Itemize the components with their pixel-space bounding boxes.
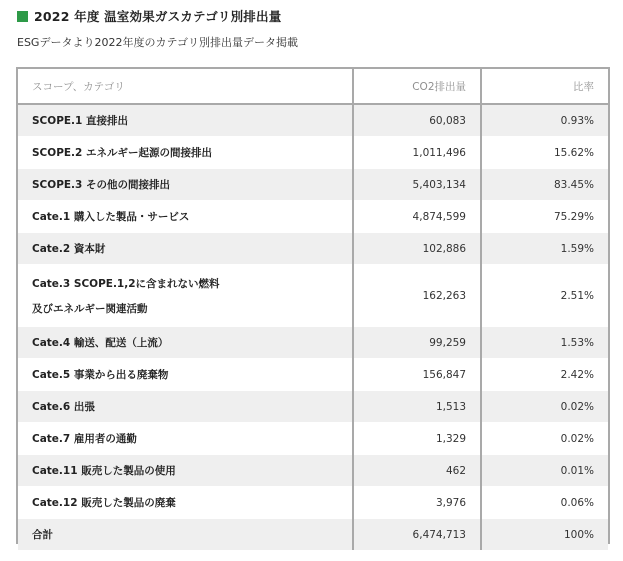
header-category: スコープ、カテゴリ [18, 69, 353, 104]
page-title: 2022 年度 温室効果ガスカテゴリ別排出量 [34, 9, 282, 24]
table-row [18, 391, 608, 423]
emissions-table [18, 69, 608, 550]
row-label: 合計 [18, 519, 353, 551]
table-row [18, 359, 608, 391]
row-ratio: 0.01% [481, 455, 608, 487]
row-label: Cate.11 販売した製品の使用 [18, 455, 353, 487]
row-value: 1,513 [353, 391, 481, 423]
row-ratio: 2.42% [481, 359, 608, 391]
table-header-row [18, 69, 608, 104]
row-label: Cate.1 購入した製品・サービス [18, 201, 353, 233]
header-ratio: 比率 [481, 69, 608, 104]
row-label: Cate.4 輸送、配送（上流） [18, 327, 353, 359]
row-value: 99,259 [353, 327, 481, 359]
row-ratio: 0.93% [481, 104, 608, 137]
table-row [18, 455, 608, 487]
emissions-table-container [16, 67, 610, 544]
table-row-total [18, 519, 608, 551]
row-ratio: 75.29% [481, 201, 608, 233]
table-row [18, 169, 608, 201]
row-ratio: 83.45% [481, 169, 608, 201]
row-ratio: 0.02% [481, 423, 608, 455]
table-row [18, 201, 608, 233]
row-value: 162,263 [353, 265, 481, 327]
row-ratio: 1.59% [481, 233, 608, 265]
heading-marker-icon [17, 11, 28, 22]
row-label-line2: 及びエネルギー関連活動 [32, 302, 148, 315]
row-ratio: 100% [481, 519, 608, 551]
table-row [18, 233, 608, 265]
row-label: Cate.5 事業から出る廃棄物 [18, 359, 353, 391]
row-value: 1,011,496 [353, 137, 481, 169]
row-ratio: 1.53% [481, 327, 608, 359]
header-co2: CO2排出量 [353, 69, 481, 104]
row-label: Cate.2 資本財 [18, 233, 353, 265]
row-label: SCOPE.1 直接排出 [18, 104, 353, 137]
row-value: 462 [353, 455, 481, 487]
row-ratio: 15.62% [481, 137, 608, 169]
table-row [18, 487, 608, 519]
table-row [18, 423, 608, 455]
row-ratio: 2.51% [481, 265, 608, 327]
row-ratio: 0.06% [481, 487, 608, 519]
row-value: 5,403,134 [353, 169, 481, 201]
row-value: 102,886 [353, 233, 481, 265]
row-value: 3,976 [353, 487, 481, 519]
row-label: SCOPE.2 エネルギー起源の間接排出 [18, 137, 353, 169]
row-value: 6,474,713 [353, 519, 481, 551]
section-heading [17, 7, 281, 25]
table-row [18, 265, 608, 327]
lead-text: ESGデータより2022年度のカテゴリ別排出量データ掲載 [17, 36, 299, 49]
row-label: Cate.12 販売した製品の廃棄 [18, 487, 353, 519]
row-value: 1,329 [353, 423, 481, 455]
row-value: 60,083 [353, 104, 481, 137]
row-value: 4,874,599 [353, 201, 481, 233]
row-label: Cate.6 出張 [18, 391, 353, 423]
row-value: 156,847 [353, 359, 481, 391]
table-row [18, 104, 608, 137]
row-label: Cate.7 雇用者の通勤 [18, 423, 353, 455]
table-row [18, 137, 608, 169]
row-label-line1: Cate.3 SCOPE.1,2に含まれない燃料 [32, 277, 220, 290]
row-label: SCOPE.3 その他の間接排出 [18, 169, 353, 201]
row-ratio: 0.02% [481, 391, 608, 423]
row-label [18, 265, 353, 327]
table-row [18, 327, 608, 359]
